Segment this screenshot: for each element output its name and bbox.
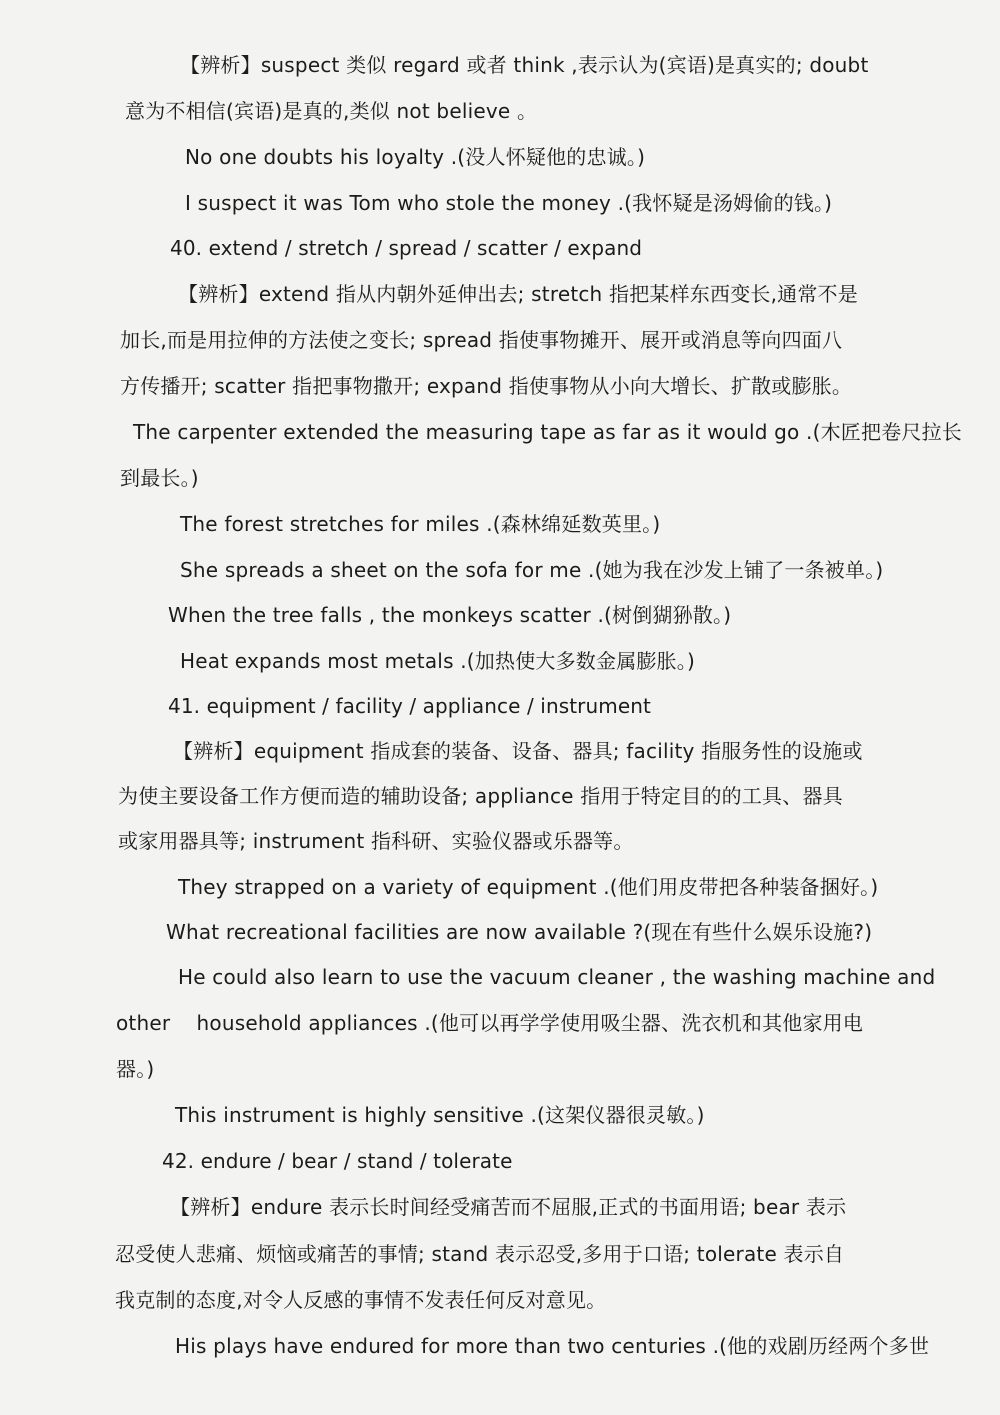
section-42-analysis-line-3: 我克制的态度,对令人反感的事情不发表任何反对意见。	[115, 1288, 607, 1312]
section-42-heading: 42. endure / bear / stand / tolerate	[162, 1149, 513, 1173]
section-39-example-1: No one doubts his loyalty .(没人怀疑他的忠诚。)	[185, 145, 646, 169]
analysis-text: extend 指从内朝外延伸出去; stretch 指把某样东西变长,通常不是	[258, 282, 858, 306]
section-40-example-3: She spreads a sheet on the sofa for me .(她为我在沙发上铺了一条被单。)	[180, 558, 884, 582]
section-42-analysis-line-2: 忍受使人悲痛、烦恼或痛苦的事情; stand 表示忍受,多用于口语; tolerate 表示自	[115, 1242, 845, 1266]
section-41-analysis-line-2: 为使主要设备工作方便而造的辅助设备; appliance 指用于特定目的的工具、器具	[118, 784, 843, 808]
section-41-analysis-line-3: 或家用器具等; instrument 指科研、实验仪器或乐器等。	[118, 829, 634, 853]
analysis-text: equipment 指成套的装备、设备、器具; facility 指服务性的设施或	[253, 739, 863, 763]
analysis-tag: 【辨析】	[180, 53, 261, 77]
section-40-example-5: Heat expands most metals .(加热使大多数金属膨胀。)	[180, 649, 696, 673]
analysis-tag: 【辨析】	[178, 282, 259, 306]
section-40-example-1-line-2: 到最长。)	[120, 466, 199, 490]
section-39-analysis-line-2: 意为不相信(宾语)是真的,类似 not believe 。	[125, 99, 538, 123]
analysis-text: endure 表示长时间经受痛苦而不屈服,正式的书面用语; bear 表示	[250, 1195, 847, 1219]
section-40-analysis-line-3: 方传播开; scatter 指把事物撒开; expand 指使事物从小向大增长、扩散或膨胀。	[120, 374, 853, 398]
section-39-analysis-line-1	[180, 51, 940, 79]
section-40-analysis-line-1	[178, 280, 858, 308]
analysis-text: suspect 类似 regard 或者 think ,表示认为(宾语)是真实的; doubt	[260, 53, 869, 77]
section-41-example-3-line-1: He could also learn to use the vacuum cleaner , the washing machine and	[178, 965, 936, 989]
section-41-example-2: What recreational facilities are now available ?(现在有些什么娱乐设施?)	[166, 920, 873, 944]
section-41-heading: 41. equipment / facility / appliance / instrument	[168, 694, 651, 718]
section-41-example-1: They strapped on a variety of equipment .(他们用皮带把各种装备捆好。)	[178, 875, 879, 899]
section-40-heading: 40. extend / stretch / spread / scatter / expand	[170, 236, 643, 260]
section-39-example-2: I suspect it was Tom who stole the money .(我怀疑是汤姆偷的钱。)	[185, 191, 833, 215]
section-41-analysis-line-1	[173, 737, 863, 765]
section-41-example-3-line-2: other household appliances .(他可以再学学使用吸尘器、洗衣机和其他家用电	[116, 1011, 864, 1035]
section-40-example-1-line-1: The carpenter extended the measuring tape as far as it would go .(木匠把卷尺拉长	[133, 420, 963, 444]
analysis-tag: 【辨析】	[173, 739, 254, 763]
section-40-analysis-line-2: 加长,而是用拉伸的方法使之变长; spread 指使事物摊开、展开或消息等向四面八	[120, 328, 843, 352]
section-41-example-3-line-3: 器。)	[116, 1057, 155, 1081]
section-42-analysis-line-1	[170, 1193, 846, 1221]
section-40-example-4: When the tree falls , the monkeys scatter .(树倒猢狲散。)	[168, 603, 732, 627]
section-41-example-4: This instrument is highly sensitive .(这架仪器很灵敏。)	[175, 1103, 705, 1127]
section-42-example-1: His plays have endured for more than two centuries .(他的戏剧历经两个多世	[175, 1334, 930, 1358]
section-40-example-2: The forest stretches for miles .(森林绵延数英里。)	[180, 512, 661, 536]
analysis-tag: 【辨析】	[170, 1195, 251, 1219]
